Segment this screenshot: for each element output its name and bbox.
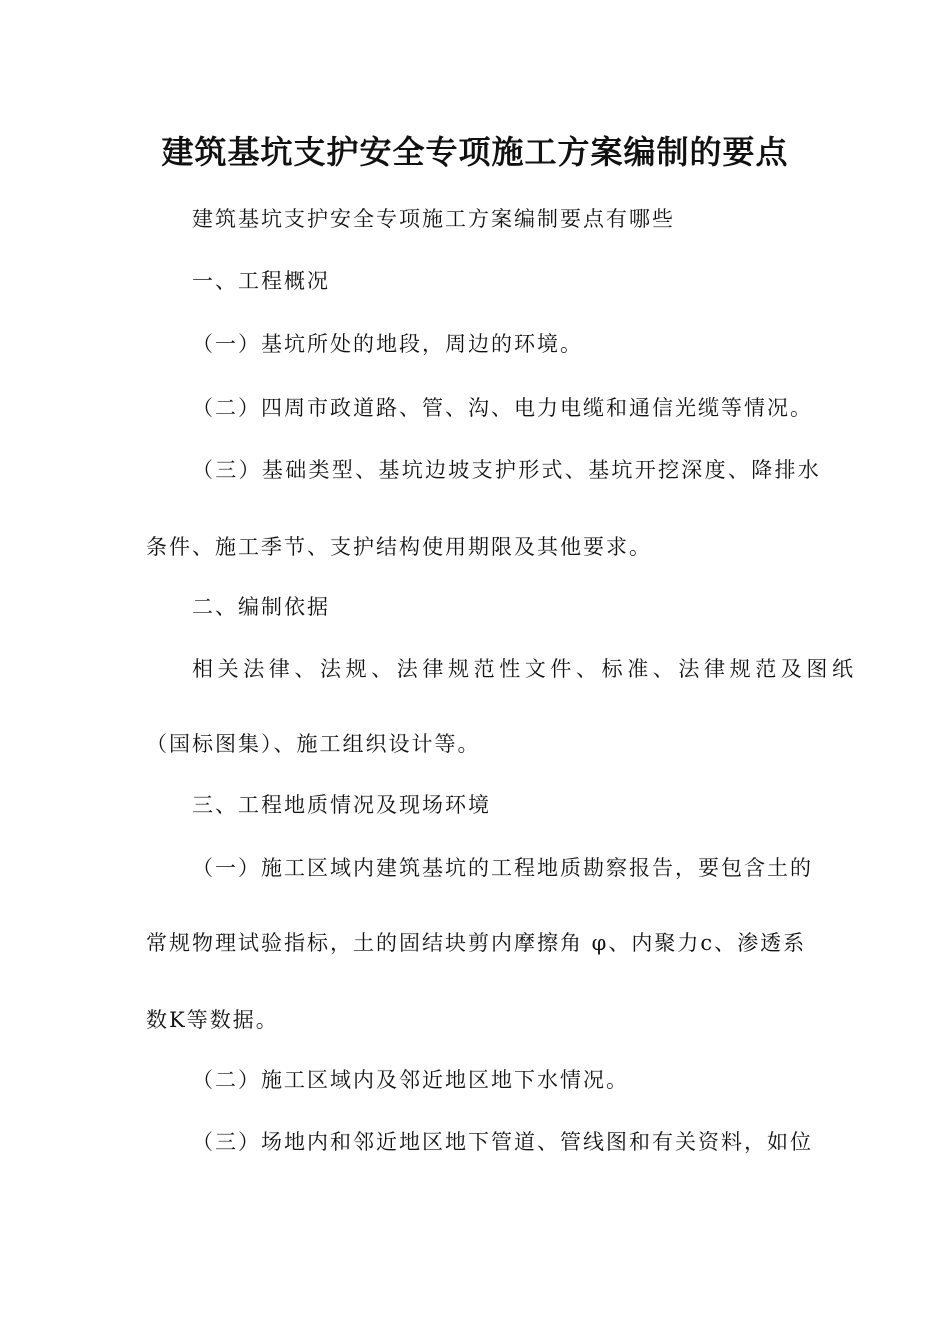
document-title: 建筑基坑支护安全专项施工方案编制的要点 — [161, 133, 789, 171]
section-heading-3: 三、工程地质情况及现场环境 — [192, 793, 491, 817]
paragraph-line: （一）基坑所处的地段，周边的环境。 — [192, 332, 583, 356]
paragraph-line: 相关法律、法规、法律规范性文件、标准、法律规范及图纸 — [192, 657, 858, 681]
paragraph-line: 数K等数据。 — [146, 1008, 279, 1032]
paragraph-line: 常规物理试验指标，土的固结块剪内摩擦角 φ、内聚力c、渗透系 — [146, 931, 807, 955]
paragraph-line: （三）基础类型、基坑边坡支护形式、基坑开挖深度、降排水 — [192, 458, 822, 482]
paragraph-line: 条件、施工季节、支护结构使用期限及其他要求。 — [146, 535, 652, 559]
subtitle-line: 建筑基坑支护安全专项施工方案编制要点有哪些 — [192, 207, 675, 231]
section-heading-2: 二、编制依据 — [192, 595, 330, 619]
paragraph-line: （一）施工区域内建筑基坑的工程地质勘察报告，要包含土的 — [192, 856, 813, 880]
paragraph-line: （二）施工区域内及邻近地区地下水情况。 — [192, 1068, 629, 1092]
paragraph-line: （国标图集）、施工组织设计等。 — [146, 732, 481, 756]
paragraph-line: （二）四周市政道路、管、沟、电力电缆和通信光缆等情况。 — [192, 396, 813, 420]
section-heading-1: 一、工程概况 — [192, 269, 330, 293]
paragraph-line: （三）场地内和邻近地区地下管道、管线图和有关资料，如位 — [192, 1130, 813, 1154]
